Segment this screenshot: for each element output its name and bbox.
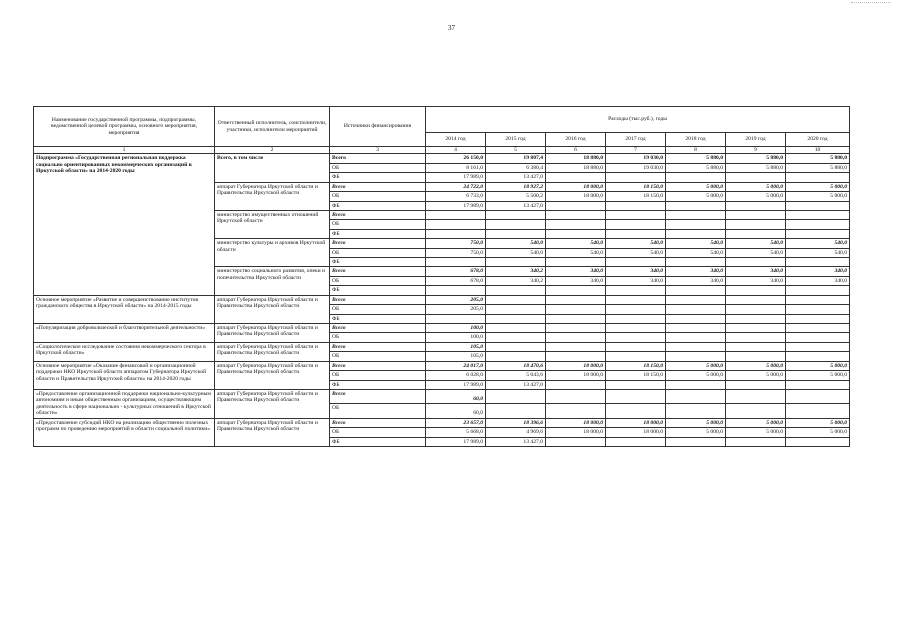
expense-value: 5 668,0 — [426, 428, 486, 437]
funding-source: Всего — [330, 418, 426, 427]
expense-value — [606, 201, 666, 210]
table-row — [34, 154, 850, 163]
expense-value: 18 880,0 — [546, 154, 606, 163]
column-number: 2 — [215, 147, 330, 154]
page-number: 37 — [448, 24, 455, 32]
expense-value — [726, 258, 786, 267]
expense-value: 19 030,0 — [606, 154, 666, 163]
column-number: 7 — [606, 147, 666, 154]
expense-value — [546, 229, 606, 238]
expense-value — [666, 324, 726, 333]
expense-value: 5 880,0 — [726, 154, 786, 163]
expense-value — [786, 324, 850, 333]
funding-source: ФБ — [330, 286, 426, 295]
expense-value — [726, 210, 786, 219]
table-row — [34, 389, 850, 403]
executor-name: министерство имущественных отношений Иркутской области — [215, 210, 330, 238]
expense-value: 540,0 — [486, 239, 546, 248]
expense-value: 18 000,0 — [546, 371, 606, 380]
expense-value — [786, 220, 850, 229]
table-row — [34, 361, 850, 370]
program-name: Основное мероприятие «Оказание финансовой и организационной поддержки НКО Иркутской области аппаратом Губернатора Иркутской области и Правительства Иркутской области» на 2014-2020 годы — [34, 361, 215, 389]
funding-source: ОБ — [330, 305, 426, 314]
expense-value: 678,0 — [426, 276, 486, 285]
expense-value: 5 880,0 — [786, 163, 850, 172]
funding-source: ОБ — [330, 371, 426, 380]
funding-source: ФБ — [330, 258, 426, 267]
expense-value: 340,0 — [606, 276, 666, 285]
expense-value: 13 427,0 — [486, 437, 546, 446]
expense-value: 6 028,0 — [426, 371, 486, 380]
header-year: 2016 год — [546, 133, 606, 147]
expense-value — [546, 380, 606, 389]
funding-source: Всего — [330, 182, 426, 191]
expense-value — [786, 404, 850, 418]
expense-value — [486, 210, 546, 219]
expense-value: 540,0 — [606, 239, 666, 248]
expense-value: 540,0 — [546, 248, 606, 257]
expense-value — [786, 342, 850, 351]
expense-value: 105,0 — [426, 342, 486, 351]
column-number: 9 — [726, 147, 786, 154]
expense-value: 5 000,0 — [786, 182, 850, 191]
funding-source: ФБ — [330, 229, 426, 238]
expense-value: 750,0 — [426, 248, 486, 257]
expense-value: 18 000,0 — [546, 192, 606, 201]
expense-value — [486, 324, 546, 333]
expense-value — [666, 333, 726, 342]
expense-value — [666, 173, 726, 182]
column-number: 10 — [786, 147, 850, 154]
expense-value — [606, 352, 666, 361]
funding-source: ФБ — [330, 314, 426, 323]
expense-value — [546, 201, 606, 210]
funding-source: ФБ — [330, 380, 426, 389]
header-executor: Ответственный исполнитель, соисполнители, участники, исполнители мероприятий — [215, 107, 330, 147]
expense-value: 5 043,6 — [486, 371, 546, 380]
expense-value — [426, 220, 486, 229]
executor-name: аппарат Губернатора Иркутской области и Правительства Иркутской области — [215, 342, 330, 361]
expense-value — [786, 201, 850, 210]
funding-source: ОБ — [330, 163, 426, 172]
expense-value — [726, 352, 786, 361]
expense-value: 6 733,0 — [426, 192, 486, 201]
expense-value — [486, 342, 546, 351]
expense-value — [546, 324, 606, 333]
expense-value — [666, 286, 726, 295]
table-row — [34, 342, 850, 351]
expense-value — [606, 389, 666, 403]
header-year: 2014 год — [426, 133, 486, 147]
expense-value: 750,0 — [426, 239, 486, 248]
expense-value — [726, 201, 786, 210]
expense-value: 5 000,0 — [666, 192, 726, 201]
expense-value: 18 150,0 — [606, 182, 666, 191]
expense-value — [726, 314, 786, 323]
funding-source: Всего — [330, 295, 426, 304]
expense-value — [426, 314, 486, 323]
expense-value — [486, 258, 546, 267]
expense-value: 100,0 — [426, 324, 486, 333]
expense-value: 340,0 — [726, 276, 786, 285]
header-year: 2019 год — [726, 133, 786, 147]
expense-value: 18 000,0 — [606, 428, 666, 437]
expense-value — [726, 380, 786, 389]
expense-value: 23 657,0 — [426, 418, 486, 427]
expense-value — [726, 173, 786, 182]
expense-value: 5 000,0 — [786, 192, 850, 201]
funding-source: Всего — [330, 324, 426, 333]
column-number: 1 — [34, 147, 215, 154]
expense-value — [486, 295, 546, 304]
expense-value — [486, 220, 546, 229]
column-number: 8 — [666, 147, 726, 154]
expense-value — [786, 305, 850, 314]
expense-value: 5 000,0 — [666, 361, 726, 370]
expense-value — [786, 286, 850, 295]
expense-value: 205,0 — [426, 295, 486, 304]
expense-value — [606, 404, 666, 418]
expense-value — [606, 314, 666, 323]
expense-value: 5 000,0 — [726, 418, 786, 427]
expense-value — [606, 380, 666, 389]
expense-value: 5 000,0 — [726, 182, 786, 191]
header-year: 2015 год — [486, 133, 546, 147]
expense-value — [426, 229, 486, 238]
expense-value: 4 969,6 — [486, 428, 546, 437]
executor-name: министерство социального развития, опеки и попечительства Иркутской области — [215, 267, 330, 295]
expense-value — [546, 295, 606, 304]
funding-source: ОБ — [330, 428, 426, 437]
expense-value: 5 880,0 — [726, 163, 786, 172]
expense-value — [666, 389, 726, 403]
funding-source: ОБ — [330, 276, 426, 285]
expense-value — [666, 380, 726, 389]
expense-value: 18 000,0 — [546, 418, 606, 427]
expense-value — [726, 333, 786, 342]
expense-value — [606, 210, 666, 219]
executor-name: министерство культуры и архивов Иркутской области — [215, 239, 330, 267]
expense-value: 26 150,0 — [426, 154, 486, 163]
funding-source: Всего — [330, 210, 426, 219]
program-name: «Популяризация добровольческой и благотворительной деятельности» — [34, 324, 215, 343]
expense-value — [786, 352, 850, 361]
expense-value — [786, 295, 850, 304]
expense-value — [546, 258, 606, 267]
executor-name: аппарат Губернатора Иркутской области и Правительства Иркутской области — [215, 182, 330, 210]
expense-value: 18 000,0 — [606, 418, 666, 427]
funding-source: Всего — [330, 342, 426, 351]
expense-value — [546, 404, 606, 418]
program-name: «Предоставление организационной поддержки национально-культурным автономиям и иным общественным организациям, осуществляющим деятельность в сфере национально - культурных отношений в Иркутской области» — [34, 389, 215, 418]
funding-source: Всего — [330, 389, 426, 403]
funding-source: ФБ — [330, 201, 426, 210]
expense-value: 540,0 — [666, 239, 726, 248]
expense-value: 540,0 — [726, 239, 786, 248]
expense-value — [726, 295, 786, 304]
expense-value — [606, 333, 666, 342]
executor-name: аппарат Губернатора Иркутской области и Правительства Иркутской области — [215, 295, 330, 323]
executor-name: аппарат Губернатора Иркутской области и Правительства Иркутской области — [215, 389, 330, 418]
expense-value — [666, 258, 726, 267]
column-number: 4 — [426, 147, 486, 154]
expense-value — [546, 437, 606, 446]
expense-value: 13 427,0 — [486, 380, 546, 389]
expense-value — [486, 389, 546, 403]
expense-value: 340,0 — [546, 276, 606, 285]
expense-value — [426, 210, 486, 219]
expense-value — [606, 342, 666, 351]
funding-source: Всего — [330, 154, 426, 163]
expense-value: 18 000,0 — [546, 428, 606, 437]
expense-value: 540,0 — [606, 248, 666, 257]
executor-name: аппарат Губернатора Иркутской области и Правительства Иркутской области — [215, 324, 330, 343]
expense-value — [786, 229, 850, 238]
expense-value: 540,0 — [726, 248, 786, 257]
expense-value — [786, 173, 850, 182]
executor-name: Всего, в том числе — [215, 154, 330, 182]
expense-value — [486, 404, 546, 418]
expense-value: 24 722,0 — [426, 182, 486, 191]
program-name: Подпрограмма «Государственная региональная поддержка социально ориентированных некоммерческих организаций в Иркутской области» на 2014-2020 годы — [34, 154, 215, 295]
expense-value: 540,0 — [666, 248, 726, 257]
expense-value: 5 000,0 — [666, 418, 726, 427]
expense-value: 340,0 — [726, 267, 786, 276]
expense-value — [546, 352, 606, 361]
expense-value: 18 880,0 — [546, 163, 606, 172]
expense-value — [726, 404, 786, 418]
expense-value — [546, 286, 606, 295]
expense-value — [546, 314, 606, 323]
header-expenses: Расходы (тыс.руб.), годы — [426, 107, 850, 133]
expense-value — [546, 220, 606, 229]
expense-value: 13 427,0 — [486, 201, 546, 210]
expense-value — [666, 210, 726, 219]
expense-value — [726, 389, 786, 403]
header-program: Наименование государственной программы, подпрограммы, ведомственной целевой программы, основного мероприятия, мероприятия — [34, 107, 215, 147]
expense-value: 5 000,0 — [666, 182, 726, 191]
expense-value — [666, 220, 726, 229]
expense-value: 24 017,0 — [426, 361, 486, 370]
expense-value: 18 150,0 — [606, 192, 666, 201]
expense-value: 60,0 — [426, 404, 486, 418]
expense-value — [726, 324, 786, 333]
expense-value — [606, 324, 666, 333]
expense-value: 5 000,0 — [726, 192, 786, 201]
expense-value: 18 927,2 — [486, 182, 546, 191]
expense-value — [666, 295, 726, 304]
expense-value: 340,0 — [666, 267, 726, 276]
expense-value: 340,0 — [666, 276, 726, 285]
expense-value: 5 000,0 — [726, 361, 786, 370]
expense-value — [786, 333, 850, 342]
expense-value — [786, 380, 850, 389]
expense-value: 17 989,0 — [426, 437, 486, 446]
expense-value: 340,0 — [786, 267, 850, 276]
expense-value: 17 989,0 — [426, 173, 486, 182]
expense-value — [426, 286, 486, 295]
funding-source: ОБ — [330, 248, 426, 257]
expense-value: 540,0 — [546, 239, 606, 248]
expense-value: 17 989,0 — [426, 380, 486, 389]
expense-value — [786, 314, 850, 323]
expense-value: 5 880,0 — [666, 154, 726, 163]
executor-name: аппарат Губернатора Иркутской области и Правительства Иркутской области — [215, 361, 330, 389]
expense-value — [726, 229, 786, 238]
expense-value: 5 000,0 — [666, 371, 726, 380]
expense-value: 18 396,6 — [486, 418, 546, 427]
expense-value: 5 000,0 — [726, 428, 786, 437]
expense-value — [486, 352, 546, 361]
expense-value — [606, 305, 666, 314]
expense-value: 340,0 — [606, 267, 666, 276]
expense-value — [726, 286, 786, 295]
expense-value: 13 427,0 — [486, 173, 546, 182]
expense-value: 18 150,0 — [606, 371, 666, 380]
expense-value: 8 161,0 — [426, 163, 486, 172]
expense-value: 18 000,0 — [546, 361, 606, 370]
funding-source: ОБ — [330, 404, 426, 418]
expense-value — [666, 229, 726, 238]
expense-value: 18 000,0 — [546, 182, 606, 191]
expense-value: 5 880,0 — [786, 154, 850, 163]
header-source: Источники финансирования — [330, 107, 426, 147]
expense-value — [726, 437, 786, 446]
expense-value: 105,0 — [426, 352, 486, 361]
expense-value — [606, 173, 666, 182]
expense-value — [726, 305, 786, 314]
expense-value: 19 030,0 — [606, 163, 666, 172]
expense-value: 17 989,0 — [426, 201, 486, 210]
expense-value — [546, 333, 606, 342]
expense-value: 19 807,4 — [486, 154, 546, 163]
expense-value: 5 880,0 — [666, 163, 726, 172]
expense-value: 340,0 — [546, 267, 606, 276]
funding-source: Всего — [330, 361, 426, 370]
expense-value — [606, 286, 666, 295]
funding-source: ФБ — [330, 173, 426, 182]
expense-value — [786, 258, 850, 267]
expense-value: 100,0 — [426, 333, 486, 342]
expense-value: 60,0 — [426, 389, 486, 403]
expense-value — [666, 342, 726, 351]
expense-value: 678,0 — [426, 267, 486, 276]
expense-value — [666, 437, 726, 446]
column-number: 3 — [330, 147, 426, 154]
expense-value — [486, 333, 546, 342]
expense-value — [666, 404, 726, 418]
expense-value — [666, 201, 726, 210]
expense-value: 18 150,0 — [606, 361, 666, 370]
program-name: «Предоставление субсидий НКО на реализацию общественно полезных программ по проведению мероприятий в области социальной политики» — [34, 418, 215, 446]
expense-value: 340,2 — [486, 276, 546, 285]
expense-value — [546, 342, 606, 351]
budget-table — [33, 106, 850, 447]
expense-value — [606, 295, 666, 304]
expense-value — [786, 210, 850, 219]
expense-value: 5 000,0 — [786, 361, 850, 370]
expense-value: 205,0 — [426, 305, 486, 314]
expense-value: 18 470,6 — [486, 361, 546, 370]
expense-value: 6 380,4 — [486, 163, 546, 172]
table-row — [34, 324, 850, 333]
table-row — [34, 295, 850, 304]
expense-value — [546, 389, 606, 403]
funding-source: Всего — [330, 239, 426, 248]
expense-value — [486, 286, 546, 295]
expense-value — [546, 210, 606, 219]
executor-name: аппарат Губернатора Иркутской области и Правительства Иркутской области — [215, 418, 330, 446]
funding-source: Всего — [330, 267, 426, 276]
expense-value: 5 000,0 — [786, 418, 850, 427]
expense-value — [546, 305, 606, 314]
expense-value — [666, 314, 726, 323]
scan-artifact — [851, 2, 891, 5]
funding-source: ОБ — [330, 192, 426, 201]
expense-value: 5 000,0 — [786, 428, 850, 437]
expense-value: 5 000,0 — [786, 371, 850, 380]
expense-value: 540,0 — [786, 248, 850, 257]
expense-value: 5 000,0 — [666, 428, 726, 437]
column-number: 5 — [486, 147, 546, 154]
expense-value: 540,0 — [486, 248, 546, 257]
expense-value — [666, 305, 726, 314]
funding-source: ОБ — [330, 352, 426, 361]
program-name: «Социологическое исследование состояния некоммерческого сектора в Иркутской области» — [34, 342, 215, 361]
expense-value — [546, 173, 606, 182]
expense-value — [726, 342, 786, 351]
header-year: 2020 год — [786, 133, 850, 147]
expense-value — [486, 305, 546, 314]
expense-value — [486, 314, 546, 323]
expense-value — [606, 220, 666, 229]
funding-source: ОБ — [330, 333, 426, 342]
funding-source: ФБ — [330, 437, 426, 446]
expense-value: 340,0 — [786, 276, 850, 285]
expense-value — [426, 258, 486, 267]
expense-value: 540,0 — [786, 239, 850, 248]
expense-value — [486, 229, 546, 238]
header-year: 2018 год — [666, 133, 726, 147]
table-row — [34, 418, 850, 427]
expense-value — [666, 352, 726, 361]
expense-value: 5 000,0 — [726, 371, 786, 380]
expense-value — [726, 220, 786, 229]
expense-value: 5 500,2 — [486, 192, 546, 201]
expense-value: 340,2 — [486, 267, 546, 276]
column-number: 6 — [546, 147, 606, 154]
expense-value — [606, 437, 666, 446]
header-year: 2017 год — [606, 133, 666, 147]
expense-value — [786, 389, 850, 403]
funding-source: ОБ — [330, 220, 426, 229]
expense-value — [606, 258, 666, 267]
expense-value — [786, 437, 850, 446]
expense-value — [606, 229, 666, 238]
program-name: Основное мероприятие «Развитие и совершенствование институтов гражданского общества в Иркутской области» на 2014-2015 годы — [34, 295, 215, 323]
